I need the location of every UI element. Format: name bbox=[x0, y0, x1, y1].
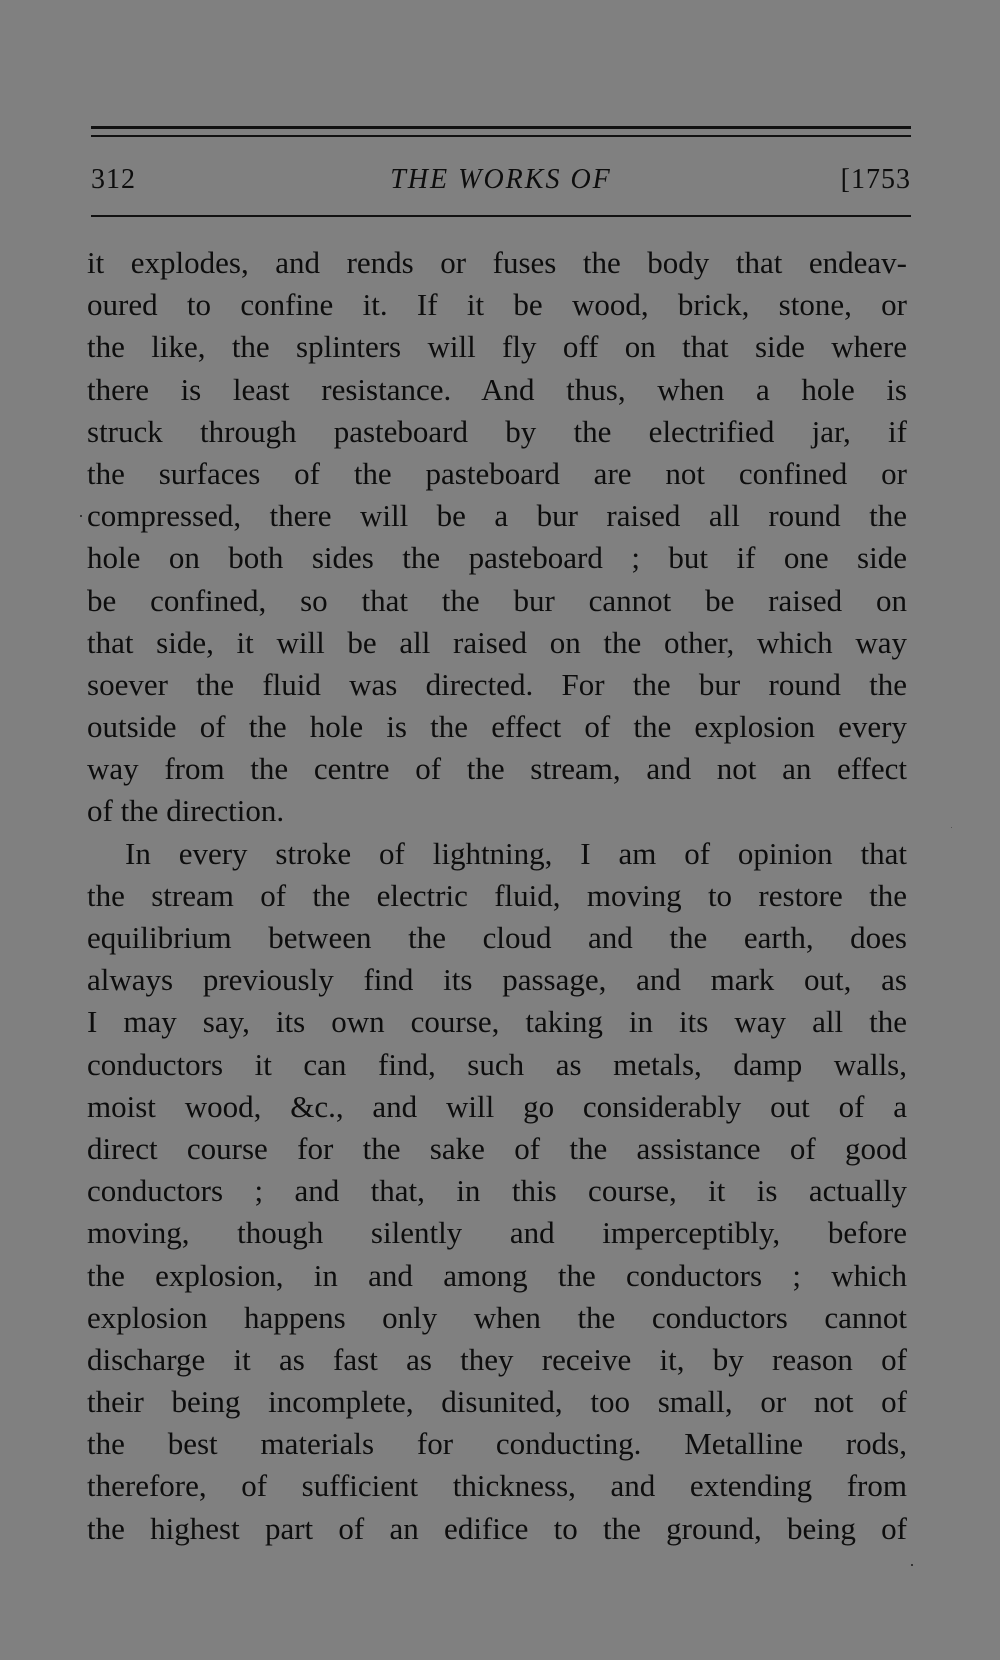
text-line: struck through pasteboard by the electrified jar, if bbox=[87, 413, 907, 449]
text-line: conductors it can find, such as metals, damp walls, bbox=[87, 1046, 907, 1082]
text-line: it explodes, and rends or fuses the body that endeav- bbox=[87, 245, 907, 280]
scan-speck bbox=[911, 1564, 913, 1566]
header-rule-bottom bbox=[91, 215, 911, 217]
text-line: discharge it as fast as they receive it, by reason of bbox=[87, 1341, 907, 1377]
text-line: be confined, so that the bur cannot be raised on bbox=[87, 582, 907, 618]
text-line: direct course for the sake of the assistance of good bbox=[87, 1130, 907, 1166]
text-line: always previously find its passage, and mark out, as bbox=[87, 962, 907, 998]
scan-speck bbox=[80, 515, 82, 517]
text-line: soever the fluid was directed. For the bur round the bbox=[87, 666, 907, 702]
text-line: that side, it will be all raised on the other, which way bbox=[87, 624, 907, 660]
running-year: [1753 bbox=[840, 164, 911, 195]
text-line: moist wood, &c., and will go considerably out of a bbox=[87, 1088, 907, 1124]
text-line: In every stroke of lightning, I am of opinion that bbox=[125, 835, 907, 871]
page-number: 312 bbox=[91, 164, 136, 195]
text-line: there is least resistance. And thus, when a hole is bbox=[87, 371, 907, 407]
text-line: their being incomplete, disunited, too small, or not of bbox=[87, 1384, 907, 1420]
scan-speck bbox=[951, 827, 952, 828]
text-line: oured to confine it. If it be wood, brick, stone, or bbox=[87, 287, 907, 323]
header-rule-top-inner bbox=[91, 135, 911, 137]
text-line: equilibrium between the cloud and the earth, does bbox=[87, 920, 907, 955]
running-title: THE WORKS OF bbox=[390, 164, 612, 195]
text-line: explosion happens only when the conductors cannot bbox=[87, 1299, 907, 1335]
text-line: conductors ; and that, in this course, it is actually bbox=[87, 1173, 907, 1209]
text-line: moving, though silently and imperceptibly, before bbox=[87, 1215, 907, 1251]
text-line: the explosion, in and among the conductors ; which bbox=[87, 1257, 907, 1293]
text-line: outside of the hole is the effect of the explosion every bbox=[87, 709, 907, 745]
text-line: way from the centre of the stream, and not an effect bbox=[87, 751, 907, 787]
text-line: compressed, there will be a bur raised all round the bbox=[87, 498, 907, 534]
paragraph bbox=[87, 242, 907, 833]
text-line: I may say, its own course, taking in its way all the bbox=[87, 1004, 907, 1040]
running-head bbox=[91, 160, 911, 200]
header-rule-top bbox=[91, 126, 911, 129]
paragraph bbox=[87, 833, 907, 1550]
text-line: of the direction. bbox=[87, 793, 285, 829]
text-line: the highest part of an edifice to the ground, being of bbox=[87, 1510, 907, 1546]
text-line: therefore, of sufficient thickness, and extending from bbox=[87, 1468, 907, 1504]
text-line: the surfaces of the pasteboard are not confined or bbox=[87, 455, 907, 491]
text-line: hole on both sides the pasteboard ; but if one side bbox=[87, 540, 907, 576]
text-line: the stream of the electric fluid, moving to restore the bbox=[87, 877, 907, 913]
body-text bbox=[87, 242, 907, 1550]
text-line: the like, the splinters will fly off on that side where bbox=[87, 329, 907, 365]
text-line: the best materials for conducting. Metalline rods, bbox=[87, 1426, 907, 1462]
